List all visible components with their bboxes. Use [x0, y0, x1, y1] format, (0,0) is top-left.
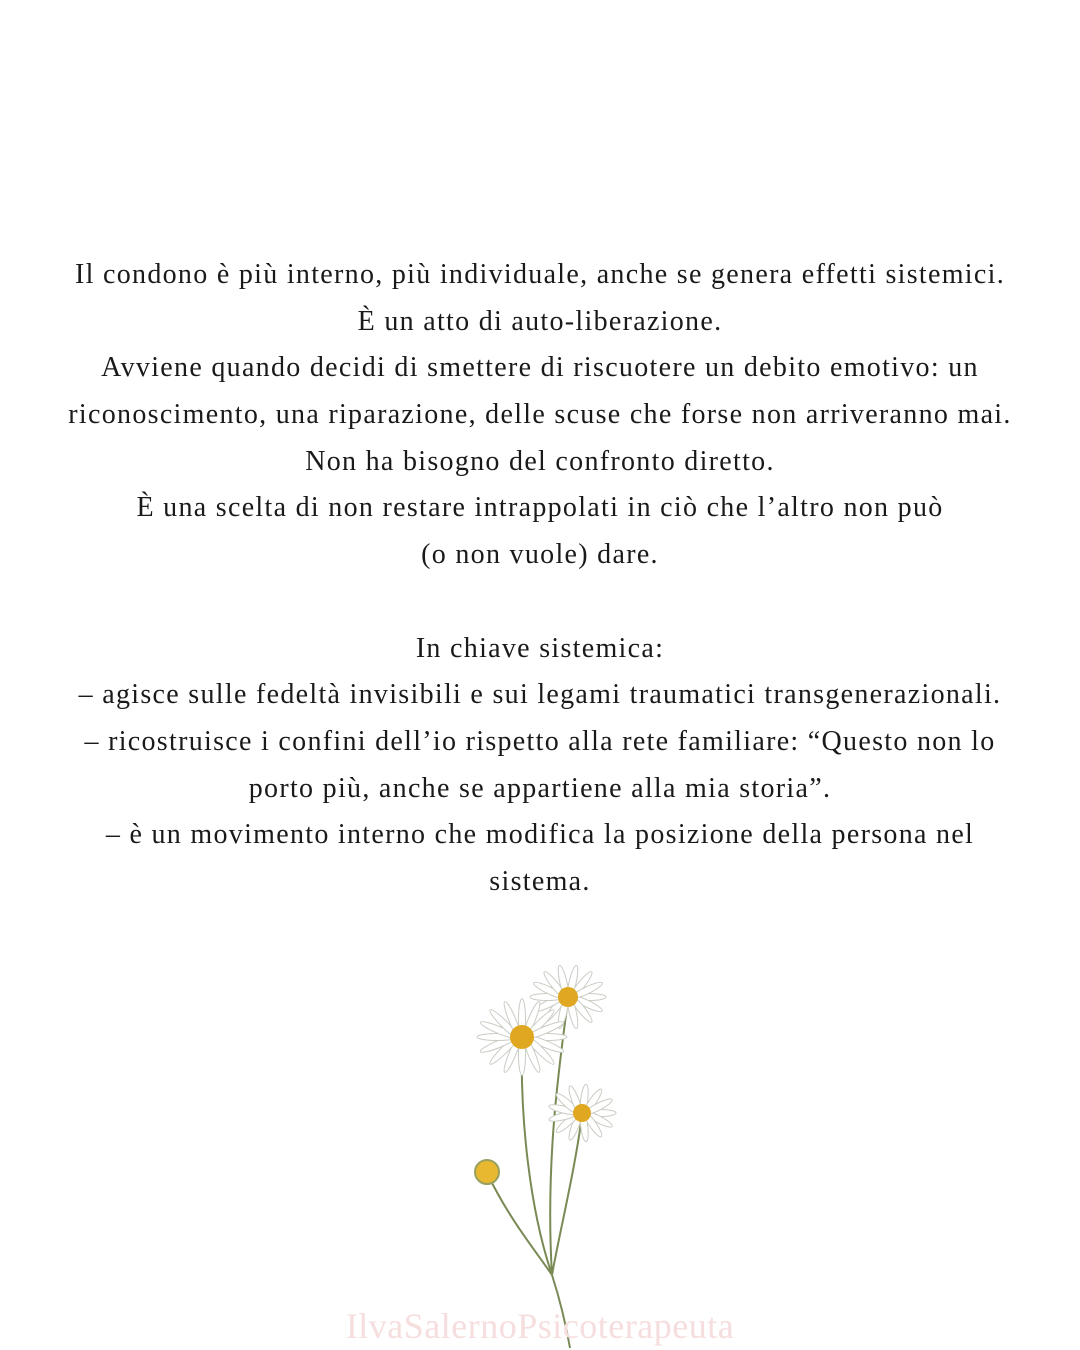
body-text	[0, 252, 1080, 906]
daisy-bud	[475, 1160, 499, 1184]
text-line: (o non vuole) dare.	[421, 539, 659, 571]
text-line: È una scelta di non restare intrappolati in ciò che l’altro non può	[136, 492, 944, 524]
text-line: Non ha bisogno del confronto diretto.	[305, 445, 775, 477]
text-line: porto più, anche se appartiene alla mia storia”.	[248, 772, 832, 804]
text-line: sistema.	[489, 865, 591, 897]
daisy-center	[510, 1025, 534, 1049]
watermark: IlvaSalernoPsicoterapeuta	[345, 1306, 735, 1346]
text-line: – è un movimento interno che modifica la posizione della persona nel	[105, 819, 975, 851]
text-line: – ricostruisce i confini dell’io rispetto alla rete familiare: “Questo non lo	[84, 725, 996, 757]
blank-line	[0, 579, 1080, 626]
daisy-center	[558, 987, 578, 1007]
daisy-illustration	[455, 955, 635, 1350]
text-line: In chiave sistemica:	[415, 632, 665, 664]
text-line: riconoscimento, una riparazione, delle scuse che forse non arriveranno mai.	[68, 399, 1012, 431]
daisy-center	[573, 1104, 591, 1122]
text-line: È un atto di auto-liberazione.	[357, 305, 723, 337]
text-line: – agisce sulle fedeltà invisibili e sui legami traumatici transgenerazionali.	[78, 679, 1002, 711]
text-line: Avviene quando decidi di smettere di riscuotere un debito emotivo: un	[101, 352, 979, 384]
text-line: Il condono è più interno, più individuale, anche se genera effetti sistemici.	[75, 259, 1005, 290]
